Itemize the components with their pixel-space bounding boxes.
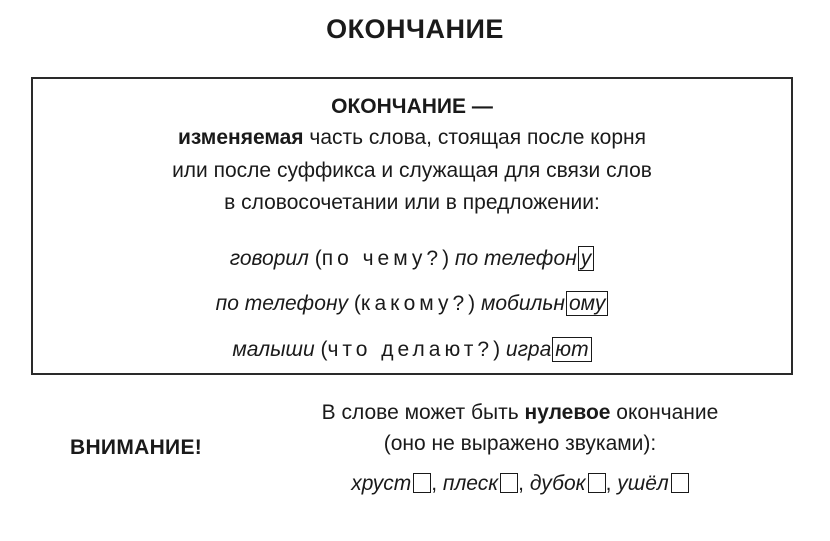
zero-example-word: хруст (351, 472, 412, 495)
example-2 (33, 290, 791, 318)
empty-ending-box (413, 473, 431, 493)
example-3 (33, 336, 791, 364)
definition-highlight: изменяемая (177, 126, 304, 149)
example-question: какому? (360, 292, 469, 315)
paren-open: ( (348, 292, 361, 315)
separator: , (605, 472, 618, 495)
note-line-2: (оно не выражено звуками): (383, 432, 657, 455)
example-1 (33, 245, 791, 273)
paren-open: ( (314, 338, 328, 361)
zero-ending-examples (240, 470, 800, 498)
definition-term: ОКОНЧАНИЕ — (331, 95, 493, 118)
definition-line-1 (33, 124, 791, 152)
definition-line-2: или после суффикса и служащая для связи слов (172, 159, 652, 182)
ending-box: у (578, 246, 595, 271)
definition-line-1-text: часть слова, стоящая после корня (303, 126, 647, 149)
paren-open: ( (308, 247, 322, 270)
separator: , (518, 472, 530, 495)
page-title: ОКОНЧАНИЕ (326, 14, 504, 44)
example-stem: по телефон (454, 247, 577, 270)
attention-label: ВНИМАНИЕ! (70, 436, 203, 459)
zero-example-word: плеск (442, 472, 499, 495)
zero-example-word: ушёл (617, 472, 669, 495)
example-stem: мобильн (480, 292, 565, 315)
example-question: по чему? (321, 247, 443, 270)
empty-ending-box (500, 473, 518, 493)
paren-close: ) (493, 338, 506, 361)
note-text: В слове может быть (321, 401, 525, 424)
paren-close: ) (468, 292, 481, 315)
definition-line-3: в словосочетании или в предложении: (224, 191, 600, 214)
paren-close: ) (442, 247, 455, 270)
zero-example-word: дубок (529, 472, 586, 495)
empty-ending-box (588, 473, 606, 493)
ending-box: ют (552, 337, 591, 362)
separator: , (431, 472, 443, 495)
ending-box: ому (566, 291, 608, 316)
example-question: что делают? (327, 338, 494, 361)
example-stem: игра (505, 338, 552, 361)
example-word: говорил (229, 247, 309, 270)
note-text: окончание (610, 401, 719, 424)
definition-box (31, 77, 793, 375)
example-word: малыши (232, 338, 315, 361)
note-line-1 (240, 399, 800, 427)
empty-ending-box (671, 473, 689, 493)
note-highlight: нулевое (524, 401, 611, 424)
example-word: по телефону (215, 292, 349, 315)
